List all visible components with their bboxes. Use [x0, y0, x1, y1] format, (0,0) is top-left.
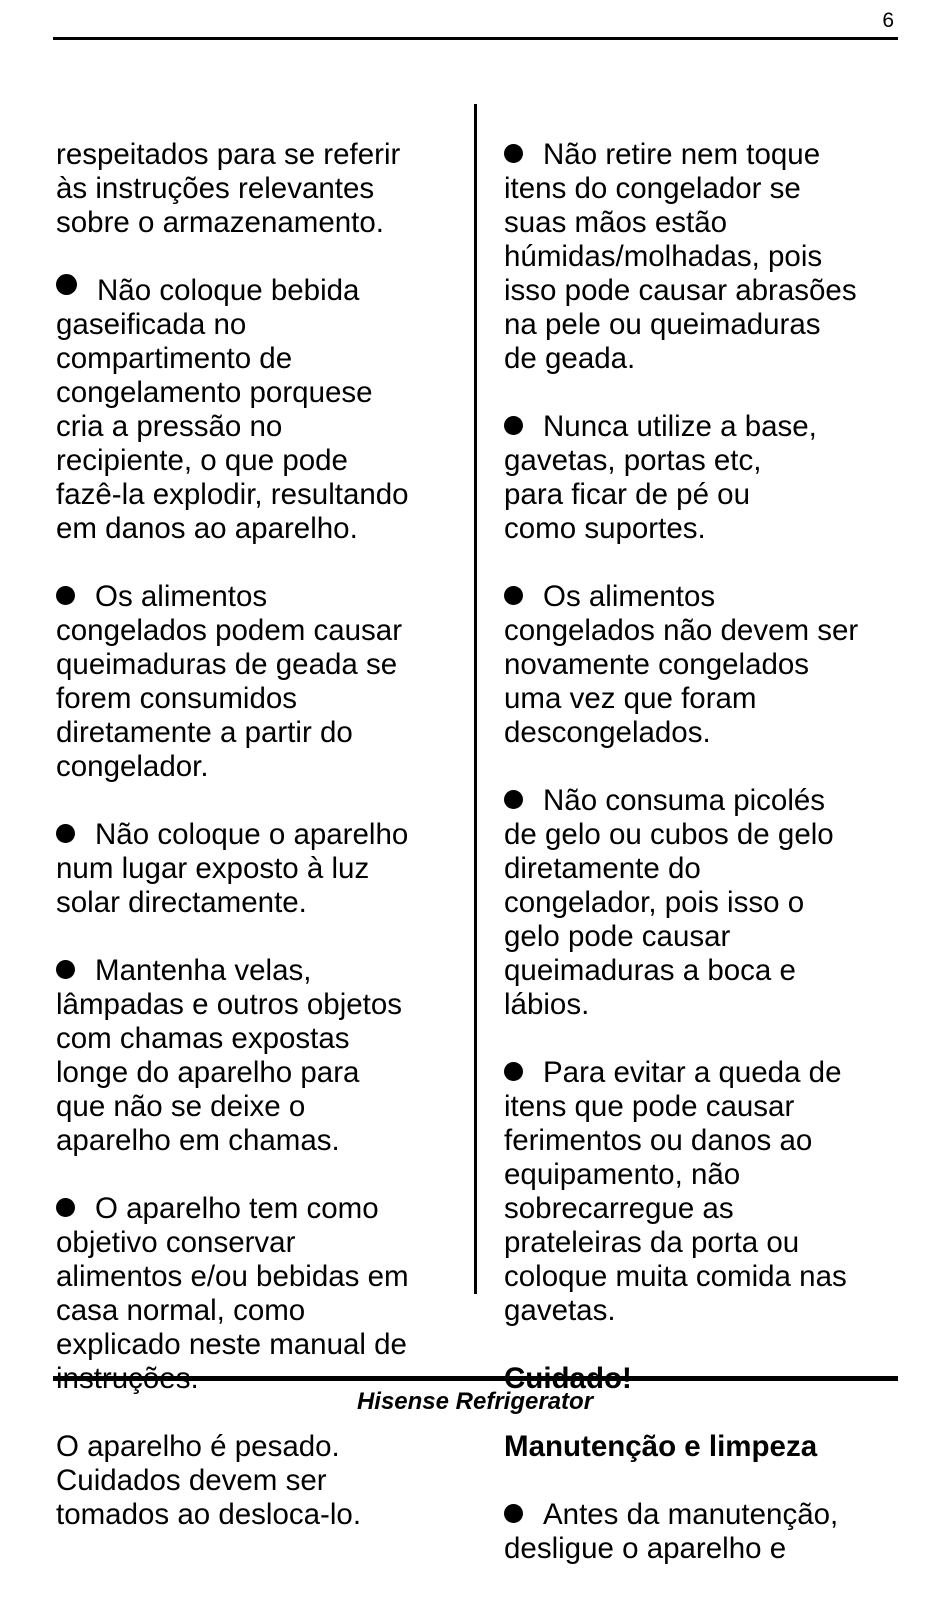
bullet-icon	[504, 144, 523, 163]
list-item	[56, 580, 456, 784]
list-item	[504, 1498, 904, 1566]
caution-heading: Cuidado!	[504, 1362, 632, 1395]
footer-rule	[53, 1376, 898, 1381]
list-item	[56, 818, 456, 920]
list-item	[56, 954, 456, 1158]
bullet-icon	[504, 586, 523, 605]
list-item	[504, 580, 904, 750]
list-item-text: Os alimentos congelados podem causar queimaduras de geada se forem consumidos diretamente a partir do congelador.	[56, 580, 403, 783]
list-item-text: Não coloque bebida gaseificada no compartimento de congelamento porquese cria a pressão no recipiente, o que pode fazê-la explodir, resultando em danos ao aparelho.	[56, 274, 409, 545]
list-item	[56, 274, 456, 546]
page-number: 6	[882, 9, 894, 32]
list-item-text: Não retire nem toque itens do congelador se suas mãos estão húmidas/molhadas, pois isso pode causar abrasões na pele ou queimaduras de geada.	[504, 138, 857, 375]
list-item-text: Nunca utilize a base, gavetas, portas etc, para ficar de pé ou como suportes.	[504, 410, 817, 545]
intro-paragraph: respeitados para se referir às instruções relevantes sobre o armazenamento.	[56, 138, 401, 239]
list-item-text: Para evitar a queda de itens que pode causar ferimentos ou danos ao equipamento, não sobrecarregue as prateleiras da porta ou coloque muita comida nas gavetas.	[504, 1056, 847, 1327]
list-item	[504, 784, 904, 1022]
bullet-icon	[56, 824, 75, 843]
list-item-text: Os alimentos congelados não devem ser novamente congelados uma vez que foram descongelados.	[504, 580, 859, 749]
footer-brand: Hisense Refrigerator	[356, 1388, 594, 1415]
bullet-icon	[56, 1198, 75, 1217]
column-divider	[474, 104, 477, 1294]
section-heading: Manutenção e limpeza	[504, 1430, 818, 1463]
list-item-text: Mantenha velas, lâmpadas e outros objetos com chamas expostas longe do aparelho para que não se deixe o aparelho em chamas.	[56, 954, 403, 1157]
bullet-icon	[56, 960, 75, 979]
list-item	[504, 410, 904, 546]
bullet-icon	[504, 416, 523, 435]
list-item-text: Não consuma picolés de gelo ou cubos de gelo diretamente do congelador, pois isso o gelo pode causar queimaduras a boca e lábios.	[504, 784, 834, 1021]
bullet-icon	[56, 274, 77, 295]
outro-paragraph: O aparelho é pesado. Cuidados devem ser tomados ao desloca-lo.	[56, 1430, 362, 1531]
left-column	[56, 104, 456, 1566]
list-item-text: Antes da manutenção, desligue o aparelho e	[504, 1498, 839, 1565]
bullet-icon	[56, 586, 75, 605]
list-item-text: O aparelho tem como objetivo conservar alimentos e/ou bebidas em casa normal, como explicado neste manual de instruções.	[56, 1192, 409, 1395]
list-item	[56, 1192, 456, 1396]
bullet-icon	[504, 790, 523, 809]
list-item-text: Não coloque o aparelho num lugar exposto à luz solar directamente.	[56, 818, 409, 919]
bullet-icon	[504, 1062, 523, 1081]
list-item	[504, 138, 904, 376]
bullet-icon	[504, 1504, 523, 1523]
header-rule	[53, 37, 898, 40]
list-item	[504, 1056, 904, 1328]
